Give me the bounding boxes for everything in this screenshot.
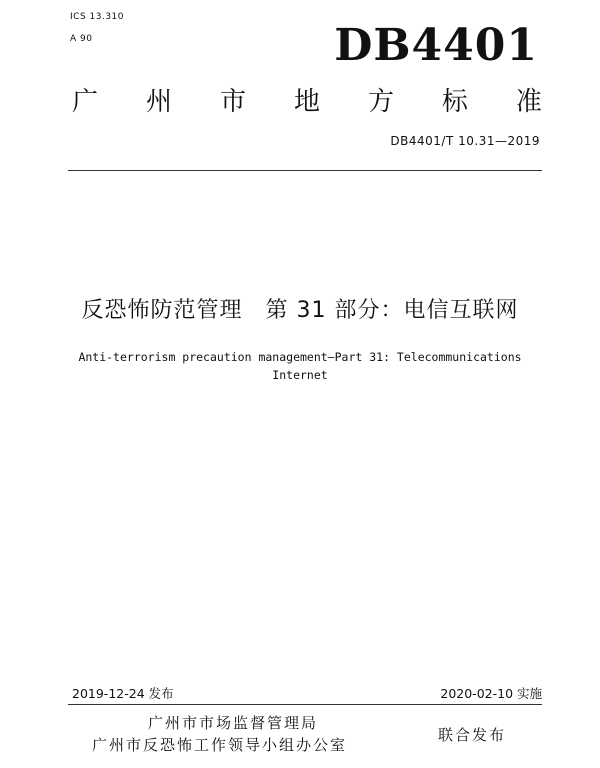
standard-type-char: 标 — [441, 87, 468, 117]
issuer-market-supervision: 广州市市场监督管理局 — [148, 714, 319, 732]
standard-number: DB4401/T 10.31—2019 — [390, 134, 540, 148]
standard-type-char: 方 — [367, 87, 394, 117]
standard-type-char: 准 — [515, 87, 542, 117]
footer-divider — [68, 704, 542, 705]
ics-code: ICS 13.310 — [70, 12, 125, 22]
standard-type-heading — [72, 86, 542, 118]
standard-type-char: 地 — [293, 87, 320, 117]
standard-type-char: 广 — [72, 87, 99, 117]
implementation-date: 2020-02-10 实施 — [440, 686, 542, 701]
title-en-line-2: Internet — [272, 368, 328, 382]
title-en-line-1: Anti-terrorism precaution management—Part 31: Telecommunications — [78, 350, 522, 364]
db-standard-code: DB4401 — [334, 20, 538, 71]
document-title-cn: 反恐怖防范管理 第 31 部分：电信互联网 — [81, 298, 519, 323]
document-title-en — [60, 348, 540, 384]
standard-type-char: 州 — [145, 87, 172, 117]
standard-type-char: 市 — [219, 87, 246, 117]
issuer-counter-terrorism-office: 广州市反恐怖工作领导小组办公室 — [92, 736, 348, 754]
ccs-code: A 90 — [70, 34, 93, 44]
header-divider — [68, 170, 542, 171]
joint-release-label: 联合发布 — [438, 726, 507, 744]
issue-date: 2019-12-24 发布 — [72, 686, 174, 701]
